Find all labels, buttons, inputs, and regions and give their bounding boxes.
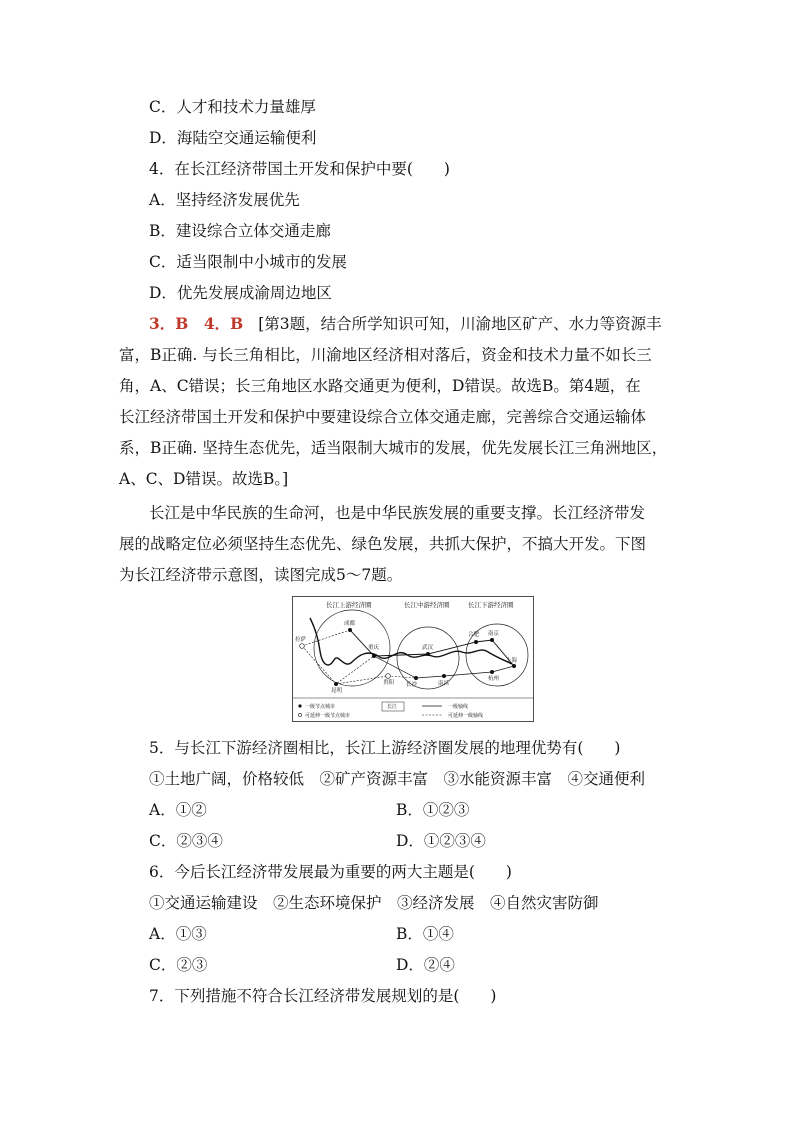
intro-line-2: 展的战略定位必须坚持生态优先、绿色发展，共抓大保护，不搞大开发。下图: [119, 535, 647, 553]
city-dot-wuhan: [426, 652, 430, 656]
answer-line-4: 长江经济带国土开发和保护中要建设综合立体交通走廊，完善综合交通运输体: [119, 408, 647, 426]
q6-stem: 6．今后长江经济带发展最为重要的两大主题是( ): [149, 863, 512, 881]
city-dot-nanjing: [490, 638, 494, 642]
answer-line-1: [149, 314, 662, 334]
answer-line-6: A、C、D错误。故选B。]: [119, 470, 289, 488]
city-shanghai: 上海: [506, 658, 518, 664]
legend-river: 长江: [387, 704, 398, 710]
q5-option-b: B．①②③: [396, 801, 470, 819]
city-dot-changsha: [414, 676, 418, 680]
legend-extend-node: 可延伸一级节点城市: [305, 713, 351, 719]
q6-option-c: C．②③: [149, 956, 208, 974]
q5-option-c: C．②③④: [149, 832, 223, 850]
city-dot-hefei: [474, 640, 478, 644]
city-chongqing: 重庆: [368, 645, 380, 651]
city-nanjing: 南京: [488, 631, 500, 637]
q6-items: ①交通运输建设 ②生态环境保护 ③经济发展 ④自然灾害防御: [149, 894, 599, 912]
city-wuhan: 武汉: [422, 645, 434, 651]
city-dot-shanghai: [512, 664, 516, 668]
city-hefei: 合肥: [468, 632, 480, 638]
q6-option-a: A．①③: [149, 925, 207, 943]
q5-stem: 5．与长江下游经济圈相比，长江上游经济圈发展的地理优势有( ): [149, 739, 621, 757]
map-label-middle: 长江中游经济圈: [404, 601, 450, 609]
city-lasa: 拉萨: [295, 637, 307, 643]
answer-line-5: 系，B正确. 坚持生态优先，适当限制大城市的发展，优先发展长江三角洲地区，: [119, 439, 668, 457]
legend-node-symbol: [298, 704, 301, 707]
answer-text: [第3题，结合所学知识可知，川渝地区矿产、水力等资源丰: [258, 315, 662, 333]
q4-stem: 4．在长江经济带国土开发和保护中要( ): [149, 160, 450, 178]
city-dot-lasa: [300, 644, 305, 649]
answer-line-3: 角，A、C错误；长三角地区水路交通更为便利，D错误。故选B。第4题，在: [119, 377, 641, 395]
city-nanchang: 南昌: [438, 681, 450, 687]
q6-option-d: D．②④: [396, 956, 455, 974]
city-dot-nanchang: [442, 674, 446, 678]
q4-option-c: C．适当限制中小城市的发展: [149, 253, 347, 271]
q3-option-d: D．海陆空交通运输便利: [149, 129, 317, 147]
city-dot-chengdu: [348, 628, 352, 632]
answer-line-2: 富，B正确. 与长三角相比，川渝地区经济相对落后，资金和技术力量不如长三: [119, 346, 652, 364]
q7-stem: 7．下列措施不符合长江经济带发展规划的是( ): [149, 987, 497, 1005]
legend-extend-axis: 可延伸一级轴线: [448, 713, 484, 719]
city-dot-kunming: [334, 682, 338, 686]
q6-option-b: B．①④: [396, 925, 454, 943]
city-chengdu: 成都: [344, 621, 356, 627]
city-dot-guiyang: [386, 674, 391, 679]
map-label-upper: 长江上游经济圈: [326, 601, 372, 609]
legend-extend-node-symbol: [298, 713, 301, 716]
q5-option-d: D．①②③④: [396, 832, 486, 850]
city-hangzhou: 杭州: [488, 676, 500, 682]
yangtze-economic-belt-map: [292, 596, 534, 722]
city-dot-hangzhou: [490, 670, 494, 674]
legend-node-city: 一级节点城市: [305, 704, 336, 710]
intro-line-3: 为长江经济带示意图，读图完成5～7题。: [119, 566, 403, 584]
q5-items: ①土地广阔，价格较低 ②矿产资源丰富 ③水能资源丰富 ④交通便利: [149, 770, 646, 788]
q5-option-a: A．①②: [149, 801, 207, 819]
q4-option-b: B．建设综合立体交通走廊: [149, 222, 331, 240]
city-changsha: 长沙: [406, 682, 418, 688]
q4-option-d: D．优先发展成渝周边地区: [149, 284, 332, 302]
city-guiyang: 贵阳: [383, 680, 395, 686]
answer-label: 3．B 4．B: [149, 314, 244, 333]
city-dot-chongqing: [372, 654, 376, 658]
city-kunming: 昆明: [331, 688, 343, 694]
intro-line-1: 长江是中华民族的生命河，也是中华民族发展的重要支撑。长江经济带发: [149, 504, 646, 522]
map-label-lower: 长江下游经济圈: [468, 601, 514, 609]
legend-axis: 一级轴线: [448, 704, 469, 710]
q4-option-a: A．坚持经济发展优先: [149, 191, 300, 209]
q3-option-c: C．人才和技术力量雄厚: [149, 98, 316, 116]
